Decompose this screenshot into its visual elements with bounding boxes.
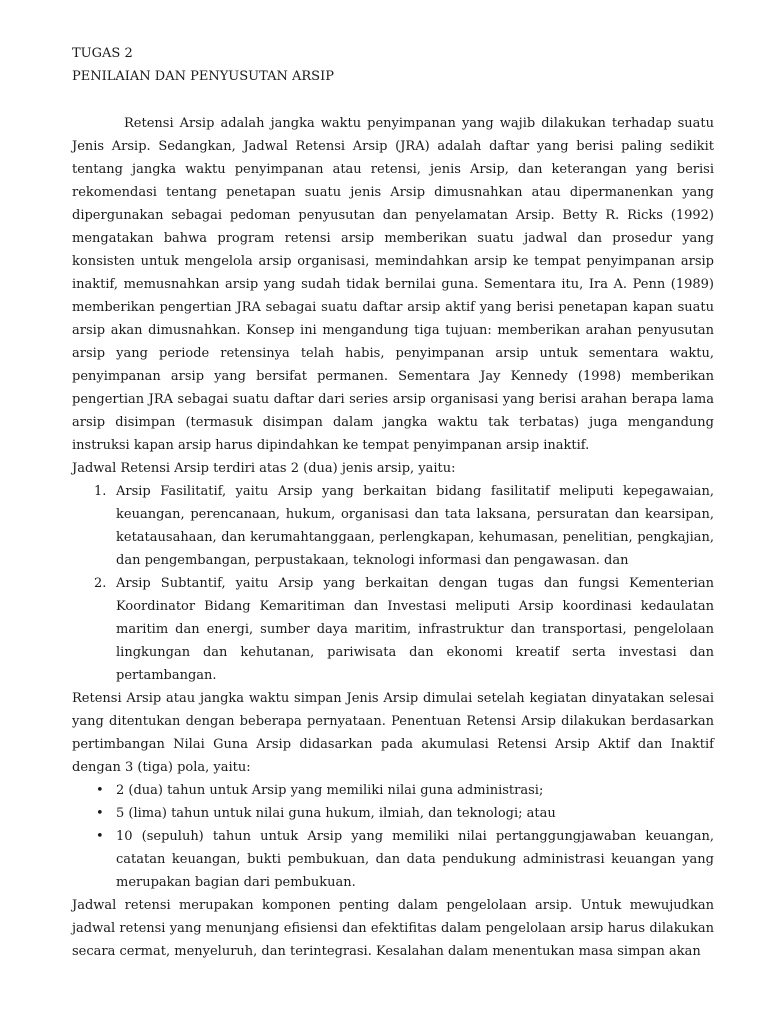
list-number: 1. bbox=[94, 484, 107, 499]
assignment-title: TUGAS 2 bbox=[72, 46, 133, 61]
list-item bbox=[72, 825, 714, 894]
bullet-icon: • bbox=[96, 806, 104, 821]
bullet-icon: • bbox=[96, 783, 104, 798]
paragraph-jra-types-intro: Jadwal Retensi Arsip terdiri atas 2 (dua) jenis arsip, yaitu: bbox=[72, 461, 456, 476]
bullet-icon: • bbox=[96, 829, 104, 844]
document-body bbox=[72, 42, 714, 963]
list-item-text: Arsip Fasilitatif, yaitu Arsip yang berkaitan bidang fasilitatif meliputi kepegawaian, keuangan, perencanaan, hukum, organisasi dan tata laksana, persuratan dan kearsipan, ketatausahaan, dan kerumahtanggaan, perlengkapan, kehumasan, penelitian, pengkajian, dan pengembangan, perpustakaan, teknologi informasi dan pengawasan. dan bbox=[116, 484, 714, 568]
list-item bbox=[72, 779, 714, 802]
numbered-list bbox=[72, 480, 714, 687]
list-item bbox=[72, 572, 714, 687]
list-item bbox=[72, 802, 714, 825]
list-item-text: Arsip Subtantif, yaitu Arsip yang berkaitan dengan tugas dan fungsi Kementerian Koordinator Bidang Kemaritiman dan Investasi meliputi Arsip koordinasi kedaulatan maritim dan energi, sumber daya maritim, infrastruktur dan transportasi, pengelolaan lingkungan dan kehutanan, pariwisata dan ekonomi kreatif serta investasi dan pertambangan. bbox=[116, 576, 714, 683]
paragraph-retensi-pattern: Retensi Arsip atau jangka waktu simpan Jenis Arsip dimulai setelah kegiatan dinyatakan selesai yang ditentukan dengan beberapa pernyataan. Penentuan Retensi Arsip dilakukan berdasarkan pertimbangan Nilai Guna Arsip didasarkan pada akumulasi Retensi Arsip Aktif dan Inaktif dengan 3 (tiga) pola, yaitu: bbox=[72, 691, 714, 775]
list-item-text: 2 (dua) tahun untuk Arsip yang memiliki nilai guna administrasi; bbox=[116, 783, 544, 798]
paragraph-retensi-definition: Retensi Arsip adalah jangka waktu penyimpanan yang wajib dilakukan terhadap suatu Jenis Arsip. Sedangkan, Jadwal Retensi Arsip (JRA) adalah daftar yang berisi paling sedikit tentang jangka waktu penyimpanan atau retensi, jenis Arsip, dan keterangan yang berisi rekomendasi tentang penetapan suatu jenis Arsip dimusnahkan atau dipermanenkan yang dipergunakan sebagai pedoman penyusutan dan penyelamatan Arsip. Betty R. Ricks (1992) mengatakan bahwa program retensi arsip memberikan suatu jadwal dan prosedur yang konsisten untuk mengelola arsip organisasi, memindahkan arsip ke tempat penyimpanan arsip inaktif, memusnahkan arsip yang sudah tidak bernilai guna. Sementara itu, Ira A. Penn (1989) memberikan pengertian JRA sebagai suatu daftar arsip aktif yang berisi penetapan kapan suatu arsip akan dimusnahkan. Konsep ini mengandung tiga tujuan: memberikan arahan penyusutan arsip yang periode retensinya telah habis, penyimpanan arsip untuk sementara waktu, penyimpanan arsip yang bersifat permanen. Sementara Jay Kennedy (1998) memberikan pengertian JRA sebagai suatu daftar dari series arsip organisasi yang berisi arahan berapa lama arsip disimpan (termasuk disimpan dalam jangka waktu tak terbatas) juga mengandung instruksi kapan arsip harus dipindahkan ke tempat penyimpanan arsip inaktif. bbox=[72, 116, 714, 453]
list-item-text: 5 (lima) tahun untuk nilai guna hukum, ilmiah, dan teknologi; atau bbox=[116, 806, 556, 821]
document-title: PENILAIAN DAN PENYUSUTAN ARSIP bbox=[72, 69, 334, 84]
list-item-text: 10 (sepuluh) tahun untuk Arsip yang memiliki nilai pertanggungjawaban keuangan, catatan keuangan, bukti pembukuan, dan data pendukung administrasi keuangan yang merupakan bagian dari pembukuan. bbox=[116, 829, 714, 890]
spacer bbox=[72, 88, 714, 112]
list-number: 2. bbox=[94, 576, 107, 591]
paragraph-retention-importance: Jadwal retensi merupakan komponen penting dalam pengelolaan arsip. Untuk mewujudkan jadwal retensi yang menunjang efisiensi dan efektifitas dalam pengelolaan arsip harus dilakukan secara cermat, menyeluruh, dan terintegrasi. Kesalahan dalam menentukan masa simpan akan bbox=[72, 898, 714, 959]
bullet-list bbox=[72, 779, 714, 894]
list-item bbox=[72, 480, 714, 572]
